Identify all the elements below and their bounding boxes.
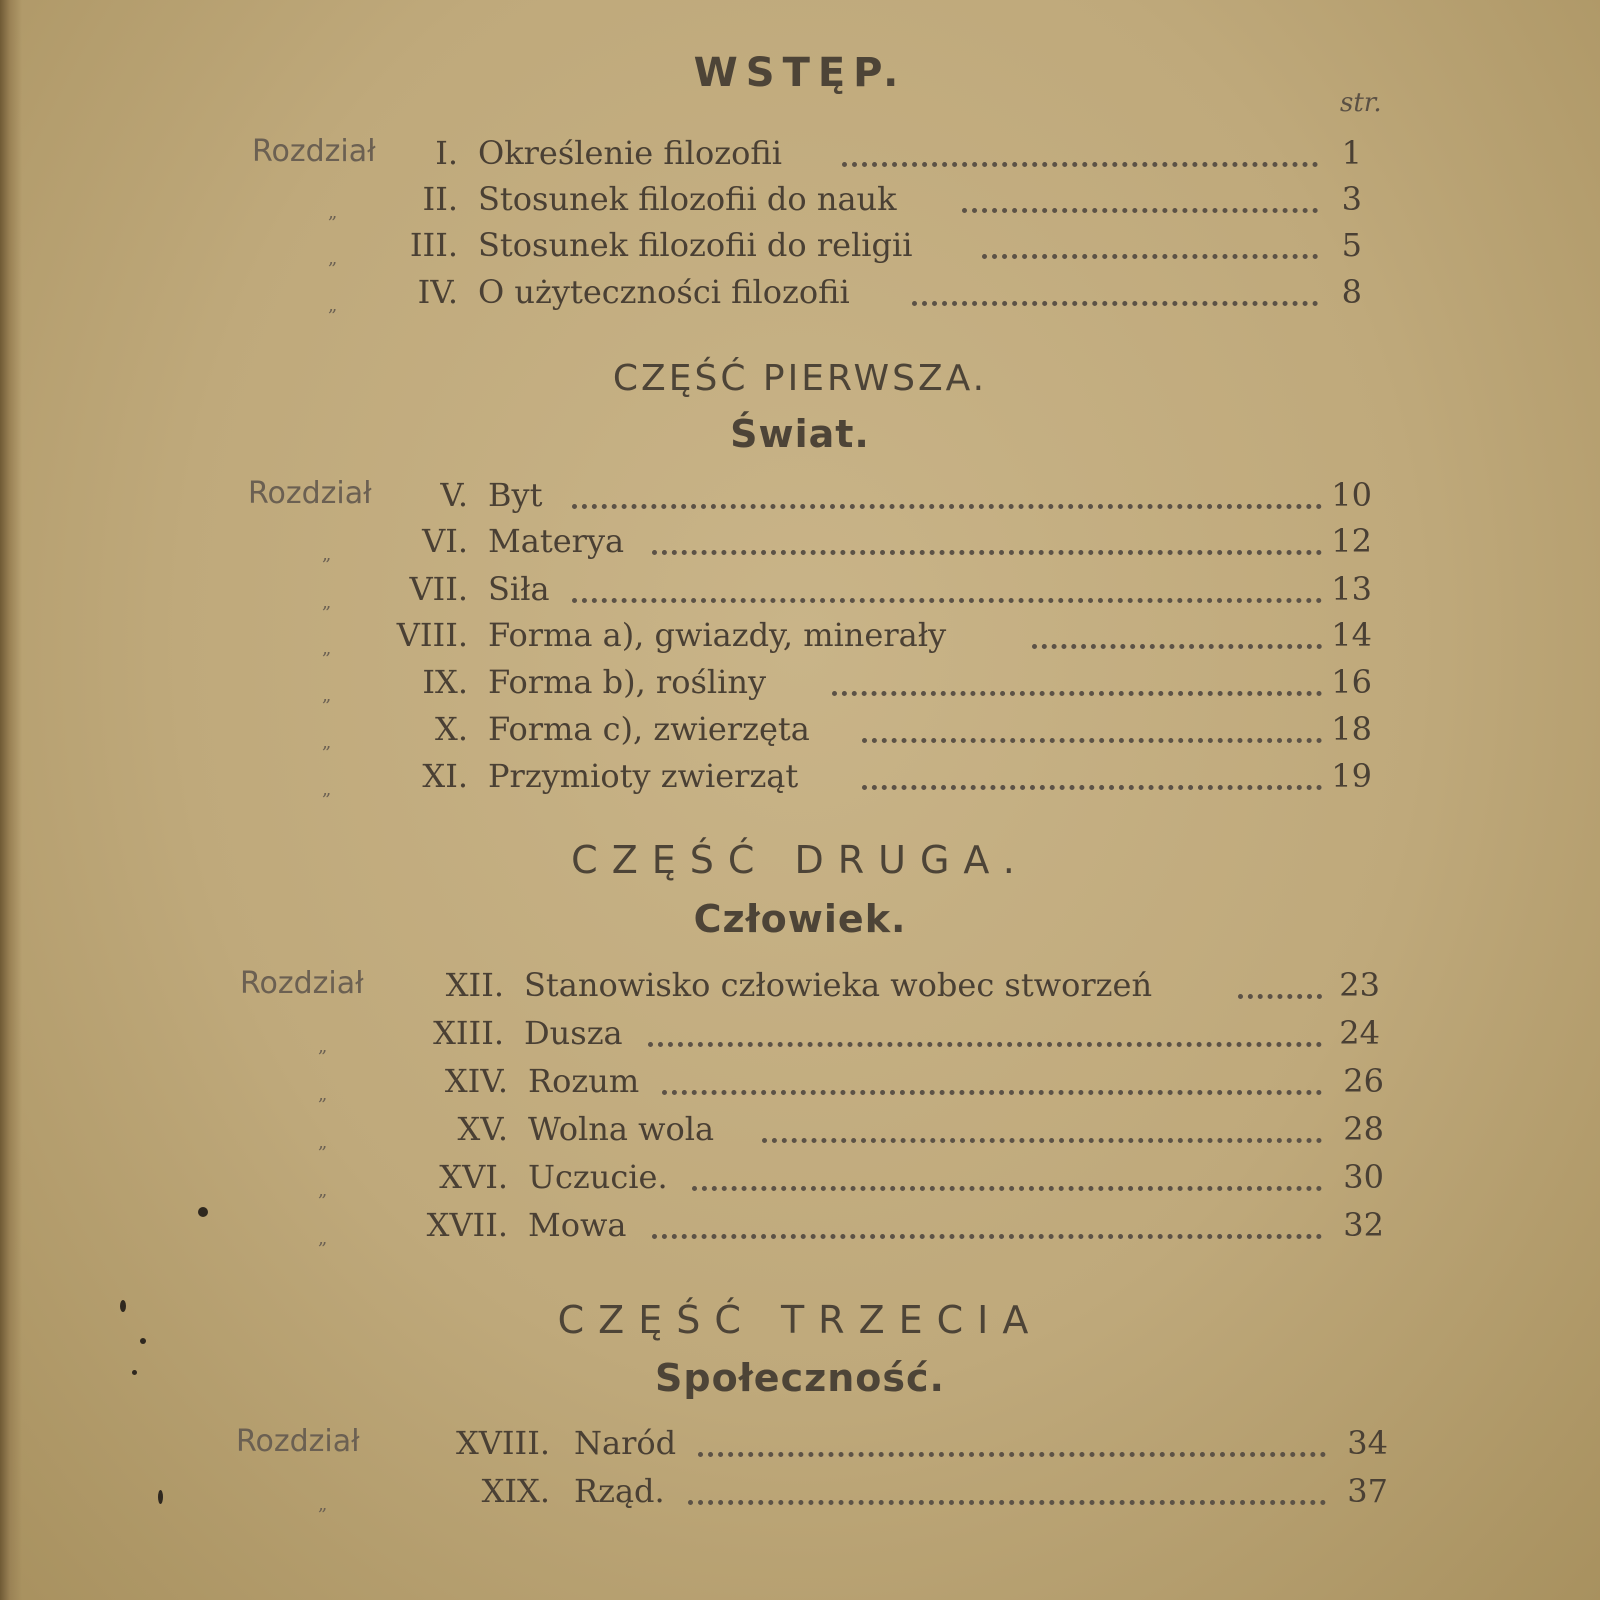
toc-entry-ditto-mark: „ xyxy=(322,779,332,800)
toc-entry-chapter-number: VIII. xyxy=(396,616,468,654)
toc-entry-ditto-mark: „ xyxy=(318,1132,328,1153)
toc-entry-title: Rozum xyxy=(528,1062,640,1100)
section-heading-wstep: WSTĘP. xyxy=(693,50,907,96)
toc-entry-dot-leader xyxy=(688,1500,1326,1505)
toc-entry xyxy=(0,1014,1600,1058)
toc-entry-dot-leader xyxy=(762,1138,1322,1143)
toc-entry-title: Stanowisko człowieka wobec stworzeń xyxy=(524,966,1153,1004)
section-subtitle-part1: Świat. xyxy=(730,412,870,456)
toc-entry-ditto-mark: „ xyxy=(322,544,332,565)
toc-entry-title: Forma b), rośliny xyxy=(488,663,767,701)
toc-entry-chapter-number: IX. xyxy=(422,663,468,701)
toc-entry-title: Określenie filozofii xyxy=(478,134,782,172)
toc-entry-dot-leader xyxy=(842,162,1318,167)
toc-entry-page-number: 28 xyxy=(1343,1110,1384,1148)
toc-entry-title: Stosunek filozofii do nauk xyxy=(478,180,897,218)
toc-entry-chapter-number: XVI. xyxy=(439,1158,508,1196)
section-heading-part2: CZĘŚĆ DRUGA. xyxy=(571,838,1029,882)
toc-entry-chapter-number: XVII. xyxy=(426,1206,508,1244)
toc-entry-ditto-mark: „ xyxy=(328,295,338,316)
toc-entry-prefix: Rozdział xyxy=(236,1424,360,1459)
toc-entry-ditto-mark: „ xyxy=(322,638,332,659)
ink-spot xyxy=(140,1338,146,1344)
toc-entry-title: Forma c), zwierzęta xyxy=(488,710,810,748)
toc-entry xyxy=(0,273,1600,317)
toc-entry xyxy=(0,757,1600,801)
toc-entry-ditto-mark: „ xyxy=(318,1084,328,1105)
toc-entry xyxy=(0,570,1600,614)
toc-entry-title: O użyteczności filozofii xyxy=(478,273,850,311)
toc-entry-chapter-number: II. xyxy=(422,180,458,218)
toc-entry-page-number: 37 xyxy=(1347,1472,1388,1510)
toc-entry-dot-leader xyxy=(648,1042,1322,1047)
toc-entry-chapter-number: XIII. xyxy=(433,1014,504,1052)
toc-entry-dot-leader xyxy=(982,254,1318,259)
section-heading-part3: CZĘŚĆ TRZECIA xyxy=(557,1298,1043,1342)
toc-entry-page-number: 10 xyxy=(1331,476,1372,514)
toc-entry xyxy=(0,1110,1600,1154)
toc-entry xyxy=(0,966,1600,1010)
toc-entry-chapter-number: XVIII. xyxy=(456,1424,550,1462)
toc-entry-dot-leader xyxy=(832,691,1322,696)
toc-entry-chapter-number: IV. xyxy=(417,273,458,311)
toc-entry-page-number: 23 xyxy=(1339,966,1380,1004)
toc-entry-dot-leader xyxy=(862,785,1322,790)
toc-entry-page-number: 13 xyxy=(1331,570,1372,608)
toc-entry-title: Rząd. xyxy=(574,1472,665,1510)
toc-entry-page-number: 5 xyxy=(1341,226,1362,264)
toc-entry xyxy=(0,1062,1600,1106)
toc-entry-ditto-mark: „ xyxy=(322,592,332,613)
toc-entry-ditto-mark: „ xyxy=(318,1228,328,1249)
toc-entry-title: Naród xyxy=(574,1424,677,1462)
toc-entry-chapter-number: XIV. xyxy=(444,1062,508,1100)
toc-entry xyxy=(0,1472,1600,1516)
toc-entry-page-number: 19 xyxy=(1331,757,1372,795)
toc-entry-ditto-mark: „ xyxy=(318,1180,328,1201)
toc-entry-chapter-number: XV. xyxy=(457,1110,508,1148)
toc-entry-page-number: 30 xyxy=(1343,1158,1384,1196)
toc-entry xyxy=(0,134,1600,178)
toc-entry-prefix: Rozdział xyxy=(252,134,376,169)
toc-entry-chapter-number: III. xyxy=(409,226,458,264)
toc-entry xyxy=(0,663,1600,707)
toc-entry-page-number: 34 xyxy=(1347,1424,1388,1462)
toc-entry-title: Przymioty zwierząt xyxy=(488,757,799,795)
toc-entry-ditto-mark: „ xyxy=(328,202,338,223)
toc-entry-page-number: 32 xyxy=(1343,1206,1384,1244)
toc-entry-dot-leader xyxy=(862,738,1322,743)
toc-entry-chapter-number: VI. xyxy=(422,522,468,560)
toc-entry-dot-leader xyxy=(912,301,1318,306)
section-subtitle-part3: Społeczność. xyxy=(655,1356,945,1400)
toc-entry-dot-leader xyxy=(692,1186,1322,1191)
toc-entry-prefix: Rozdział xyxy=(248,476,372,511)
toc-entry xyxy=(0,522,1600,566)
toc-entry xyxy=(0,1158,1600,1202)
toc-entry-chapter-number: XIX. xyxy=(481,1472,550,1510)
toc-entry-dot-leader xyxy=(1032,644,1322,649)
toc-entry-dot-leader xyxy=(962,208,1318,213)
toc-entry-title: Siła xyxy=(488,570,550,608)
ink-spot xyxy=(132,1370,137,1375)
toc-entry-title: Mowa xyxy=(528,1206,627,1244)
toc-entry xyxy=(0,226,1600,270)
toc-entry xyxy=(0,476,1600,520)
toc-entry-chapter-number: X. xyxy=(435,710,468,748)
toc-entry-page-number: 14 xyxy=(1331,616,1372,654)
toc-entry-page-number: 26 xyxy=(1343,1062,1384,1100)
toc-entry-page-number: 8 xyxy=(1341,273,1362,311)
toc-entry-title: Byt xyxy=(488,476,543,514)
toc-entry-ditto-mark: „ xyxy=(328,248,338,269)
section-subtitle-part2: Człowiek. xyxy=(693,897,907,941)
toc-entry-page-number: 3 xyxy=(1341,180,1362,218)
toc-entry-chapter-number: VII. xyxy=(409,570,468,608)
toc-entry-chapter-number: XI. xyxy=(422,757,468,795)
toc-entry-chapter-number: V. xyxy=(440,476,468,514)
toc-entry-page-number: 12 xyxy=(1331,522,1372,560)
toc-entry xyxy=(0,710,1600,754)
ink-spot xyxy=(120,1300,126,1312)
toc-entry-title: Materya xyxy=(488,522,625,560)
toc-entry-title: Wolna wola xyxy=(528,1110,715,1148)
toc-entry-dot-leader xyxy=(1238,994,1322,999)
toc-entry-title: Uczucie. xyxy=(528,1158,668,1196)
toc-entry-dot-leader xyxy=(652,1234,1322,1239)
ink-spot xyxy=(198,1207,208,1217)
section-heading-part1: CZĘŚĆ PIERWSZA. xyxy=(612,358,988,399)
ink-spot xyxy=(158,1490,163,1504)
toc-entry-prefix: Rozdział xyxy=(240,966,364,1001)
toc-entry xyxy=(0,616,1600,660)
toc-entry-page-number: 24 xyxy=(1339,1014,1380,1052)
toc-entry-title: Dusza xyxy=(524,1014,623,1052)
toc-entry-dot-leader xyxy=(698,1452,1326,1457)
toc-entry-dot-leader xyxy=(572,504,1322,509)
toc-entry-chapter-number: XII. xyxy=(445,966,504,1004)
toc-entry-page-number: 18 xyxy=(1331,710,1372,748)
toc-entry-dot-leader xyxy=(662,1090,1322,1095)
toc-entry xyxy=(0,1424,1600,1468)
toc-entry xyxy=(0,180,1600,224)
toc-entry-dot-leader xyxy=(652,550,1322,555)
toc-entry-dot-leader xyxy=(572,598,1322,603)
toc-entry-page-number: 16 xyxy=(1331,663,1372,701)
toc-entry-ditto-mark: „ xyxy=(322,732,332,753)
page-column-label: str. xyxy=(1340,88,1382,118)
toc-entry-ditto-mark: „ xyxy=(318,1036,328,1057)
toc-entry-page-number: 1 xyxy=(1341,134,1362,172)
toc-entry-ditto-mark: „ xyxy=(318,1494,328,1515)
toc-entry-title: Stosunek filozofii do religii xyxy=(478,226,913,264)
toc-entry-chapter-number: I. xyxy=(435,134,458,172)
toc-entry xyxy=(0,1206,1600,1250)
toc-entry-ditto-mark: „ xyxy=(322,685,332,706)
toc-entry-title: Forma a), gwiazdy, minerały xyxy=(488,616,947,654)
